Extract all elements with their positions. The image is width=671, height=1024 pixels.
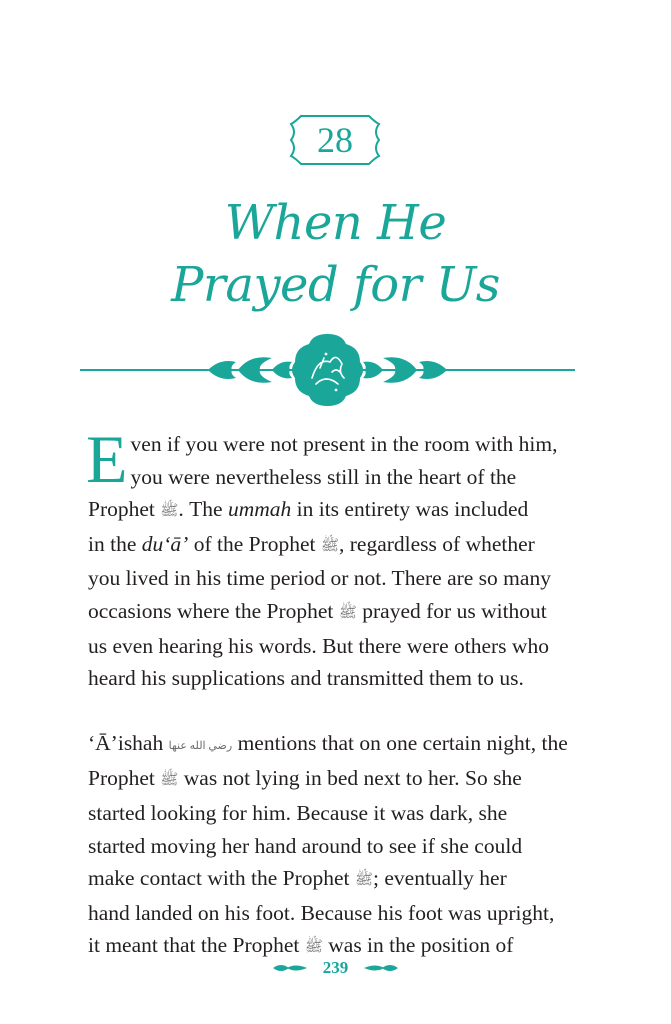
text-run: Prophet (88, 497, 161, 522)
text-run: started moving her hand around to see if she could (88, 833, 523, 858)
text-line (88, 630, 558, 663)
text-line (88, 662, 558, 695)
text-line (88, 727, 568, 763)
chapter-number: 28 (317, 120, 353, 160)
text-run: prayed for us without (356, 598, 547, 623)
salawat-honorific: ﷺ (160, 503, 179, 520)
leaf-ornament-icon (364, 962, 398, 974)
chapter-number-badge (285, 112, 385, 168)
floral-divider-icon (80, 328, 575, 412)
text-run: heard his supplications and transmitted them to us. (88, 666, 524, 691)
paragraph-2 (88, 727, 568, 964)
text-run: you lived in his time period or not. There are so many (88, 566, 551, 591)
text-line (88, 762, 558, 797)
salawat-honorific: ﷺ (320, 537, 340, 554)
text-run: ‘Ā’ishah (88, 730, 169, 755)
text-run: was not lying in bed next to her. So she (178, 766, 522, 791)
page-number: 239 (322, 958, 349, 977)
body-text (86, 421, 568, 964)
text-run: hand landed on his foot. Because his foot was upright, (88, 900, 555, 925)
text-line (88, 862, 558, 897)
text-run: make contact with the Prophet (88, 866, 355, 891)
salawat-honorific: ﷺ (160, 772, 179, 789)
salawat-honorific: ﷺ (338, 604, 357, 621)
text-run: , regardless of whether (339, 531, 535, 556)
text-run: you were nevertheless still in the heart of the (130, 464, 517, 489)
text-line (88, 897, 558, 930)
text-line (88, 595, 558, 630)
text-line (88, 528, 558, 563)
chapter-title-line-2: Prayed for Us (171, 257, 500, 313)
text-run: . The (178, 497, 228, 522)
text-run: it meant that the Prophet (88, 933, 305, 958)
italic-term: du‘ā’ (141, 531, 189, 556)
text-run: ; eventually her (373, 866, 507, 891)
page-footer (0, 956, 671, 982)
drop-cap: E (86, 421, 128, 497)
text-run: in its entirety was included (291, 497, 529, 522)
text-run: of the Prophet (188, 531, 321, 556)
text-run: us even hearing his words. But there were others who (88, 633, 549, 658)
salawat-honorific: ﷺ (354, 872, 374, 889)
text-run: occasions where the Prophet (88, 598, 339, 623)
chapter-title-line-1: When He (224, 195, 447, 251)
text-run: was in the position of (322, 933, 514, 958)
text-run: in the (88, 531, 142, 556)
arabic-calligraphy-medallion-icon (292, 334, 363, 406)
paragraph-1 (86, 421, 558, 695)
text-run: started looking for him. Because it was dark, she (88, 800, 508, 825)
text-run: Prophet (88, 766, 161, 791)
salawat-honorific: ﷺ (304, 939, 323, 956)
radiya-honorific: رضي الله عنها (168, 739, 233, 752)
italic-term: ummah (227, 497, 292, 522)
text-line (88, 797, 558, 830)
text-line (88, 428, 558, 461)
text-run: ven if you were not present in the room with him, (130, 432, 558, 456)
text-run: mentions that on one certain night, the (232, 730, 568, 755)
text-line (88, 562, 558, 595)
text-line (88, 830, 558, 863)
text-line (88, 493, 558, 528)
chapter-title (0, 192, 671, 316)
text-line (88, 461, 558, 494)
